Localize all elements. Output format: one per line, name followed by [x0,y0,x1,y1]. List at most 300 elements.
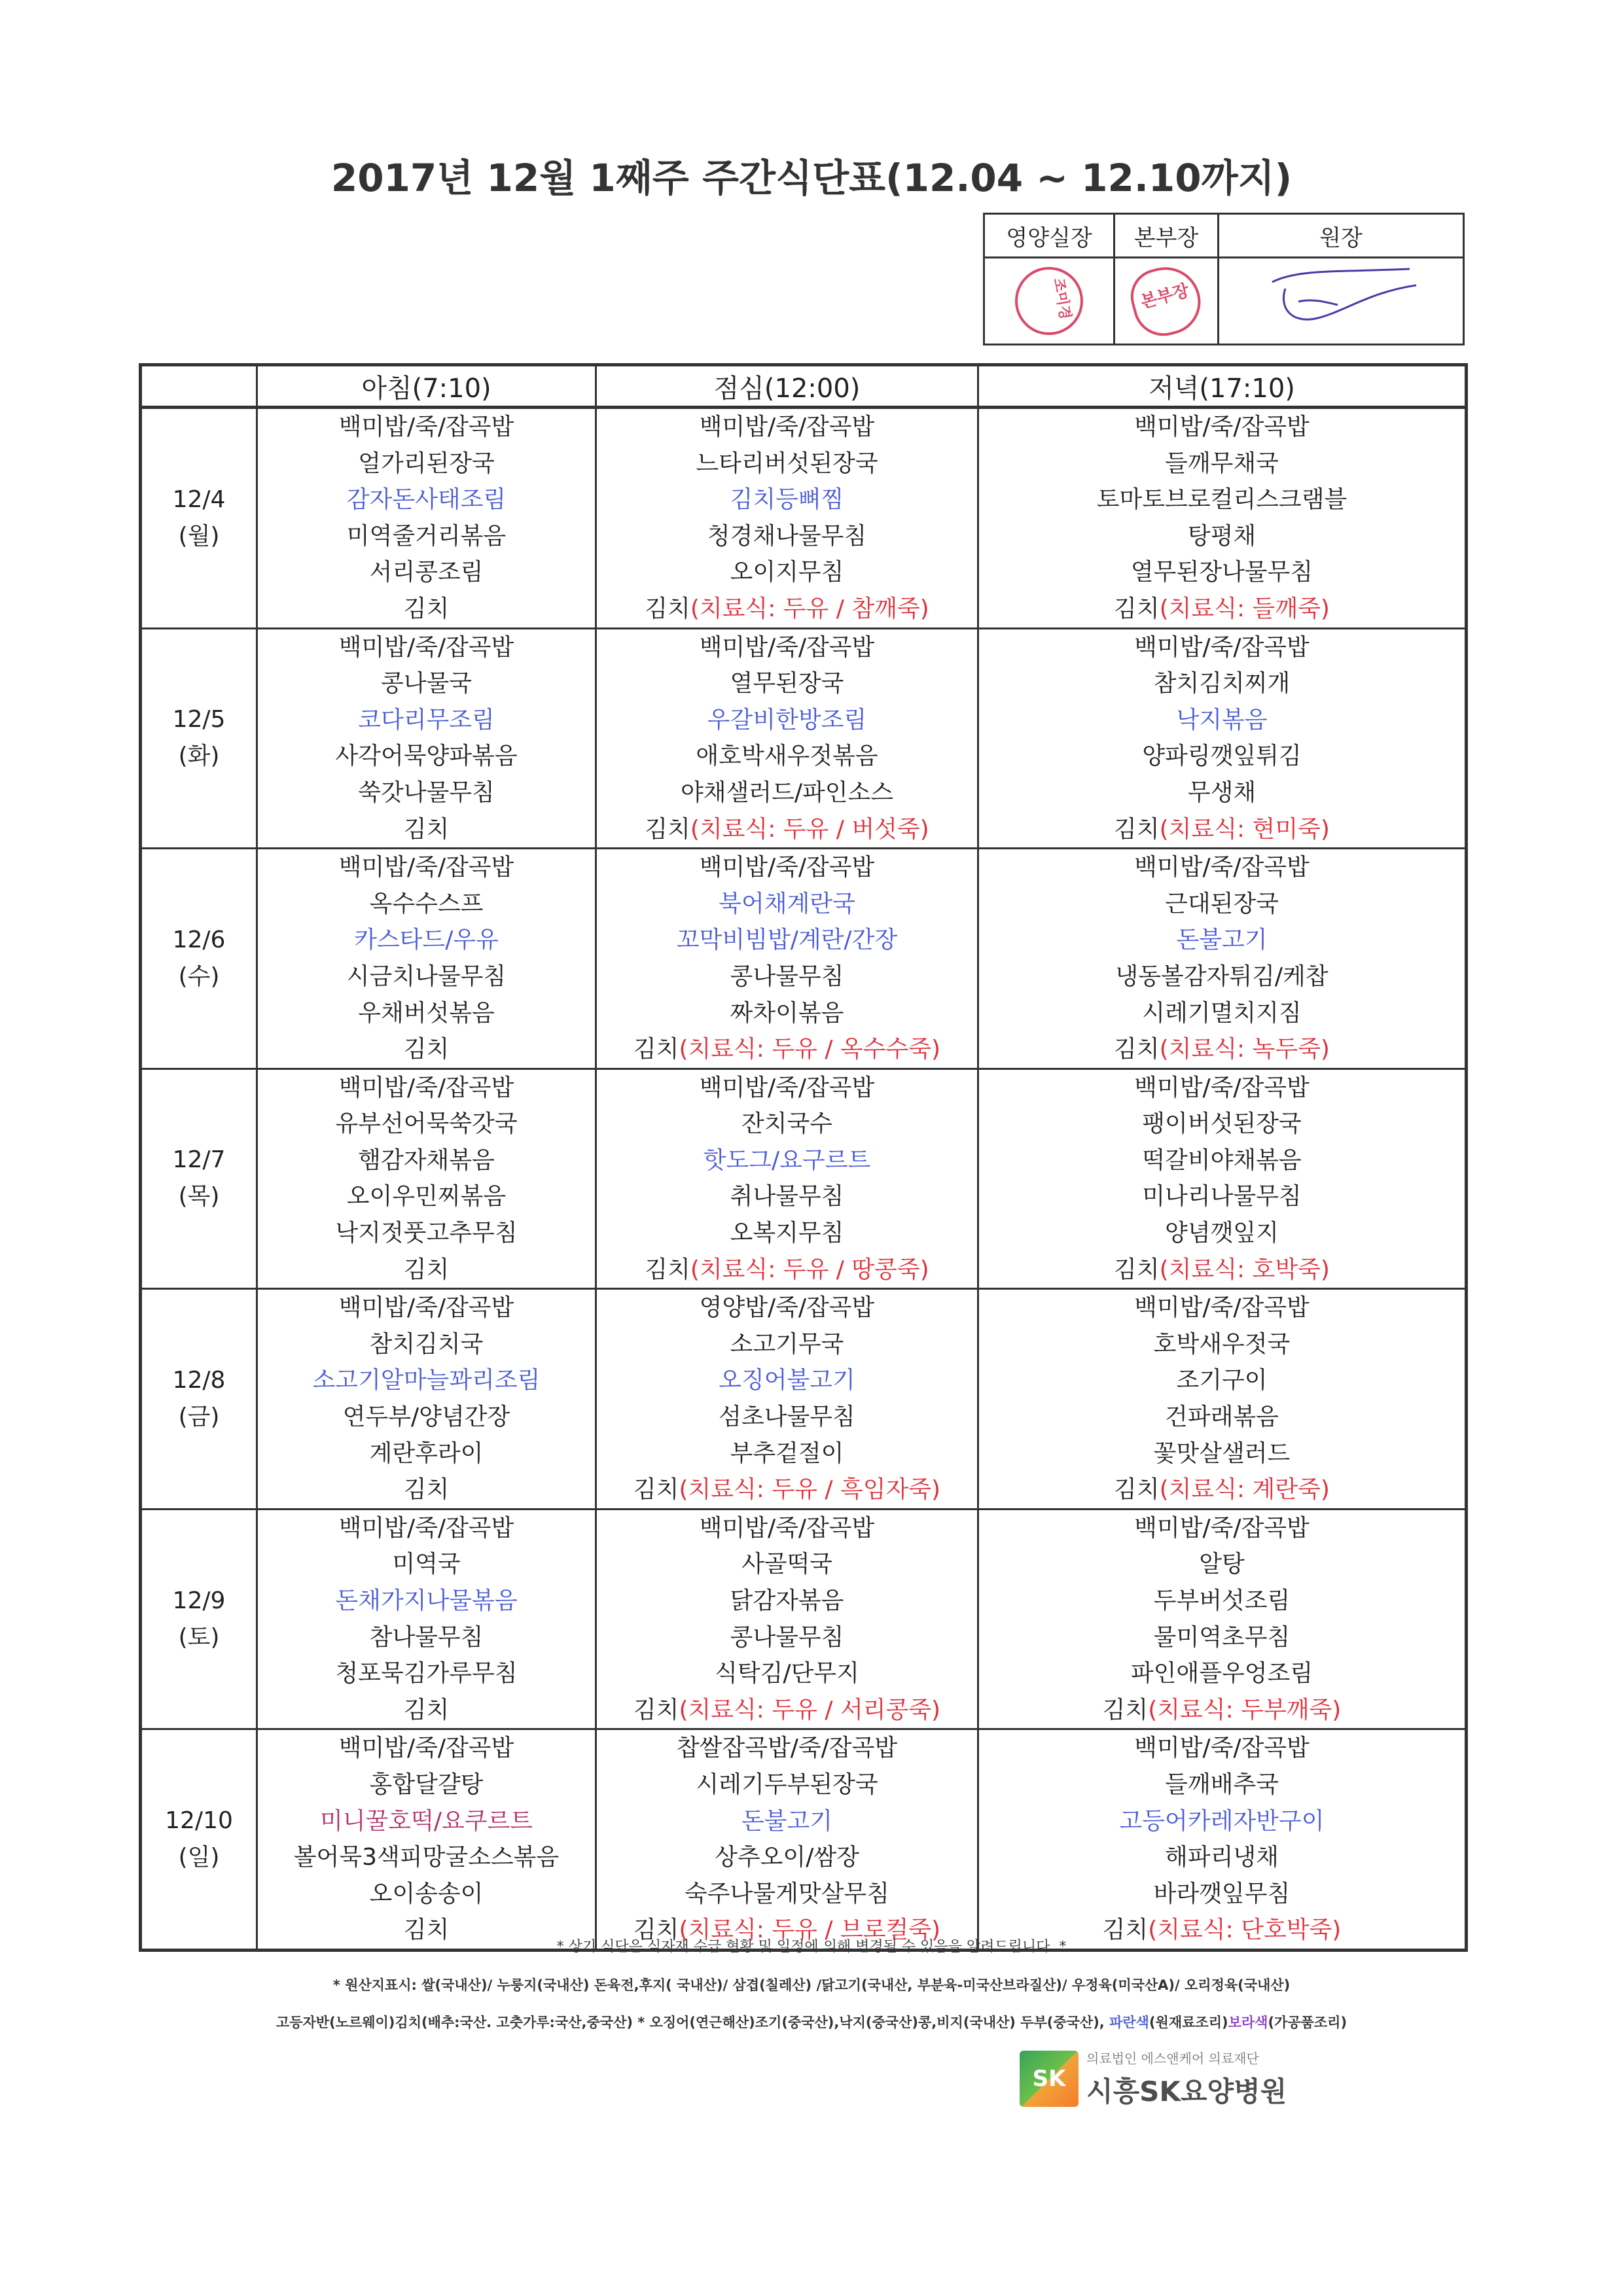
menu-item-text: 계란후라이 [369,1439,484,1467]
approval-cell-nutrition [984,258,1115,345]
seal-stamp-director: 본부장 [1124,259,1207,342]
menu-item-text: 청포묵김가루무침 [335,1660,518,1687]
day-date: 12/4 [172,486,226,513]
menu-item [597,1436,977,1472]
menu-item [597,886,977,923]
menu-item [979,629,1465,666]
menu-item [597,1178,977,1215]
menu-item [597,1031,977,1068]
menu-item [979,1472,1465,1508]
menu-item-text: 고등어카레자반구이 [1119,1807,1325,1835]
menu-item-text: 두부버섯조림 [1153,1587,1291,1614]
menu-item-text: 백미밥/죽/잡곡밥 [1134,633,1310,661]
menu-item [979,409,1465,446]
breakfast-cell [257,1509,596,1729]
menu-item-text: 소고기무국 [730,1330,844,1358]
menu-item-text: 알탕 [1199,1551,1245,1578]
menu-item-text: 낙지젓풋고추무침 [335,1220,518,1247]
menu-item-text: 서리콩조림 [369,559,484,586]
lunch-cell [596,628,978,849]
menu-item-text: 백미밥/죽/잡곡밥 [1134,1735,1310,1762]
menu-item [597,1876,977,1913]
lunch-cell [596,1289,978,1510]
menu-item-text: 돈채가지나물볶음 [335,1587,518,1614]
menu-item [979,1106,1465,1142]
menu-item-text: 코다리무조림 [358,706,495,733]
menu-item-text: 핫도그/요구르트 [703,1146,871,1174]
menu-item [597,1692,977,1729]
menu-item-text: 김치 [633,1916,679,1944]
day-weekday: (화) [178,743,220,770]
menu-item [258,1215,595,1252]
menu-item [979,665,1465,702]
menu-item [979,811,1465,848]
menu-item-text: 오이지무침 [730,559,844,586]
menu-item-text: 백미밥/죽/잡곡밥 [699,633,875,661]
menu-item-text: 미나리나물무침 [1142,1183,1302,1210]
day-weekday: (월) [178,522,220,550]
therapeutic-diet-note: (치료식: 호박죽) [1159,1256,1330,1283]
menu-item [597,995,977,1032]
menu-item-text: 햄감자채볶음 [358,1146,495,1174]
therapeutic-diet-note: (치료식: 단호박죽) [1148,1916,1342,1944]
menu-item-text: 야채샐러드/파인소스 [680,779,894,806]
day-cell [141,1509,257,1729]
notice-text: * 상기 식단은 식자재 수급 현황 및 일정에 의해 변경될 수 있음을 알려드립니다. * [556,1939,1067,1955]
menu-item-text: 들깨배추국 [1165,1771,1279,1798]
day-cell [141,628,257,849]
origin-legend-purple-desc: (가공품조리) [1268,2015,1347,2030]
menu-item [258,886,595,923]
lunch-cell [596,1509,978,1729]
menu-item [597,738,977,775]
menu-item [979,446,1465,482]
menu-item-text: 떡갈비야채볶음 [1142,1146,1302,1174]
menu-item [597,518,977,555]
menu-item-text: 콩나물국 [380,670,473,698]
menu-item-text: 부추겉절이 [730,1439,844,1467]
day-date: 12/8 [172,1367,226,1394]
menu-item [979,1692,1465,1729]
day-cell [141,1729,257,1951]
menu-item [597,1730,977,1767]
menu-item-text: 김치 [1102,1696,1149,1723]
header-date [141,365,257,408]
menu-item-text: 물미역초무침 [1153,1623,1291,1651]
seal-stamp-nutrition: 조미경 [1010,262,1088,340]
origin-legend-blue-desc: (원재료조리) [1149,2015,1228,2030]
menu-item [979,959,1465,995]
menu-item-text: 김치 [1114,1256,1160,1283]
dinner-cell [978,1289,1467,1510]
origin-line-1: * 원산지표시: 쌀(국내산)/ 누룽지(국내산) 돈육전,후지( 국내산)/ 삼겹(칠레산) /닭고기(국내산, 부분육-미국산브라질산)/ 우정육(미국산A)/ 오리정육(국내산) [332,1977,1291,1993]
therapeutic-diet-note: (치료식: 두유 / 버섯죽) [690,815,929,843]
header-lunch: 점심(12:00) [596,365,978,408]
menu-item-text: 냉동볼감자튀김/케찹 [1115,963,1329,990]
therapeutic-diet-note: (치료식: 두부깨죽) [1148,1696,1342,1723]
menu-item [979,1178,1465,1215]
menu-item-text: 백미밥/죽/잡곡밥 [699,1514,875,1542]
menu-item-text: 숙주나물게맛살무침 [685,1880,889,1907]
menu-item [979,849,1465,886]
menu-item-text: 백미밥/죽/잡곡밥 [338,1074,514,1101]
day-date: 12/10 [165,1807,233,1835]
menu-item-text: 홍합달걀탕 [369,1771,484,1798]
menu-item-text: 양파링깻잎튀김 [1142,743,1302,770]
therapeutic-diet-note: (치료식: 두유 / 서리콩죽) [679,1696,941,1723]
approval-cell-director [1115,258,1219,345]
menu-item [258,446,595,482]
menu-item [979,702,1465,739]
menu-item [597,1362,977,1399]
menu-item [258,1730,595,1767]
approval-header-chief: 원장 [1218,214,1463,258]
menu-item [597,702,977,739]
menu-item-text: 우갈비한방조림 [707,706,867,733]
menu-item [258,482,595,518]
menu-item [258,1839,595,1876]
menu-item [258,1070,595,1106]
menu-item-text: 우채버섯볶음 [358,999,495,1027]
menu-item-text: 볼어묵3색피망굴소스볶음 [293,1844,560,1871]
menu-item [258,1692,595,1729]
menu-item [597,1142,977,1179]
menu-item-text: 김치 [403,1036,450,1063]
menu-item [979,1730,1465,1767]
dinner-cell [978,408,1467,629]
menu-item-text: 느타리버섯된장국 [696,450,878,477]
menu-item-text: 북어채계란국 [719,890,855,917]
breakfast-cell [257,408,596,629]
table-row [141,408,1467,629]
menu-item-text: 취나물무침 [730,1183,844,1210]
menu-item-text: 김치 [633,1476,679,1504]
menu-item [258,775,595,811]
menu-item [979,738,1465,775]
menu-item [597,1803,977,1840]
menu-item-text: 시레기두부된장국 [696,1771,878,1798]
menu-item [979,1583,1465,1619]
approval-header-nutrition: 영양실장 [984,214,1115,258]
day-cell [141,408,257,629]
menu-item-text: 미니꿀호떡/요쿠르트 [319,1807,533,1835]
origin-legend-blue: 파란색 [1109,2015,1149,2030]
menu-item-text: 백미밥/죽/잡곡밥 [338,414,514,440]
table-row [141,1509,1467,1729]
menu-item [597,1252,977,1288]
menu-item-text: 소고기알마늘꽈리조림 [312,1367,541,1394]
menu-item-text: 감자돈사태조림 [346,486,507,514]
menu-item-text: 꼬막비빔밥/계란/간장 [676,927,898,954]
menu-item-text: 김치 [1114,815,1160,843]
menu-item [258,1767,595,1803]
menu-item-text: 백미밥/죽/잡곡밥 [699,854,875,881]
menu-item [979,1252,1465,1288]
menu-item [258,1399,595,1436]
day-cell [141,1069,257,1289]
menu-item-text: 오복지무침 [730,1220,844,1247]
lunch-cell [596,1729,978,1951]
menu-item-text: 식탁김/단무지 [715,1660,859,1687]
menu-item-text: 김치등뼈찜 [730,486,844,514]
menu-item [979,1767,1465,1803]
day-cell [141,849,257,1069]
menu-item [979,1362,1465,1399]
menu-item-text: 백미밥/죽/잡곡밥 [338,633,514,661]
approval-box [983,213,1465,345]
menu-item [979,922,1465,959]
menu-item-text: 건파래볶음 [1165,1404,1279,1431]
menu-item-text: 애호박새우젓볶음 [696,743,878,770]
menu-item-text: 팽이버섯된장국 [1142,1110,1302,1138]
menu-item-text: 김치 [645,595,690,622]
menu-item-text: 김치 [633,1036,679,1063]
dinner-cell [978,849,1467,1069]
menu-item [597,1290,977,1326]
menu-item [979,1142,1465,1179]
menu-item-text: 해파리냉채 [1165,1844,1279,1871]
menu-item [597,922,977,959]
menu-item [597,1326,977,1363]
dinner-cell [978,1069,1467,1289]
menu-item [979,1876,1465,1913]
breakfast-cell [257,849,596,1069]
origin-line-2-main: 고등자반(노르웨이)김치(배추:국산. 고춧가루:국산,중국산) * 오징어(연근해산)조기(중국산),낙지(중국산)콩,비지(국내산) 두부(중국산), [276,2015,1105,2030]
menu-item-text: 오이우민찌볶음 [346,1183,507,1210]
menu-item [258,1472,595,1508]
menu-item-text: 오이송송이 [369,1880,484,1907]
menu-item [979,1655,1465,1692]
menu-item [597,959,977,995]
menu-item-text: 청경채나물무침 [707,522,867,550]
menu-item [597,446,977,482]
table-row [141,1289,1467,1510]
menu-item-text: 김치 [1114,595,1160,622]
menu-item [597,1070,977,1106]
menu-item-text: 김치 [1102,1916,1149,1944]
menu-item [597,1399,977,1436]
menu-item [258,738,595,775]
lunch-cell [596,408,978,629]
menu-item-text: 열무된장나물무침 [1130,559,1313,586]
menu-item [597,1546,977,1583]
menu-item [597,554,977,591]
day-weekday: (일) [178,1844,220,1871]
menu-item-text: 백미밥/죽/잡곡밥 [338,854,514,881]
therapeutic-diet-note: (치료식: 두유 / 참깨죽) [690,595,929,622]
menu-item [258,1619,595,1656]
menu-item [979,1031,1465,1068]
menu-item-text: 토마토브로컬리스크램블 [1096,486,1347,514]
menu-item-text: 유부선어묵쑥갓국 [335,1110,518,1138]
menu-item [258,629,595,666]
menu-item-text: 백미밥/죽/잡곡밥 [1134,414,1310,440]
page-title: 2017년 12월 1째주 주간식단표(12.04 ~ 12.10까지) [330,156,1293,200]
logo-subtitle: 의료법인 에스앤케어 의료재단 [1086,2051,1259,2066]
breakfast-cell [257,1069,596,1289]
day-cell [141,1289,257,1510]
menu-item-text: 근대된장국 [1165,890,1279,917]
menu-item-text: 사골떡국 [741,1551,833,1578]
menu-item [979,1070,1465,1106]
menu-item [597,775,977,811]
day-date: 12/9 [172,1587,226,1614]
menu-item-text: 상추오이/쌈장 [715,1844,859,1871]
menu-item-text: 사각어묵양파볶음 [335,743,518,770]
breakfast-cell [257,1289,596,1510]
menu-item-text: 시금치나물무침 [346,963,507,990]
menu-item [597,665,977,702]
menu-item-text: 백미밥/죽/잡곡밥 [1134,854,1310,881]
menu-item [597,482,977,518]
menu-item [258,1546,595,1583]
menu-item-text: 백미밥/죽/잡곡밥 [1134,1074,1310,1101]
menu-item [258,1290,595,1326]
menu-item-text: 들깨무채국 [1165,450,1279,477]
menu-item [979,554,1465,591]
menu-item [979,1510,1465,1547]
menu-item [258,591,595,627]
menu-item [258,1362,595,1399]
menu-item-text: 참치김치찌개 [1153,670,1291,698]
menu-item-text: 김치 [645,815,690,843]
origin-line-2 [0,2012,1623,2032]
menu-item [258,849,595,886]
therapeutic-diet-note: (치료식: 들깨죽) [1159,595,1330,622]
menu-item [258,1031,595,1068]
menu-item [979,1436,1465,1472]
menu-item-text: 백미밥/죽/잡곡밥 [1134,1514,1310,1542]
breakfast-cell [257,1729,596,1951]
menu-item-text: 탕평채 [1187,522,1257,550]
day-date: 12/7 [172,1146,226,1174]
menu-item [979,1290,1465,1326]
menu-item [979,886,1465,923]
breakfast-cell [257,628,596,849]
menu-item [597,629,977,666]
menu-item-text: 김치 [403,1696,450,1723]
menu-item [258,1655,595,1692]
lunch-cell [596,1069,978,1289]
dinner-cell [978,1509,1467,1729]
menu-item-text: 찹쌀잡곡밥/죽/잡곡밥 [676,1735,898,1762]
menu-item-text: 낙지볶음 [1176,706,1268,733]
menu-item [258,995,595,1032]
menu-item-text: 백미밥/죽/잡곡밥 [699,414,875,440]
menu-item [979,482,1465,518]
menu-table [139,363,1468,1952]
menu-item [258,518,595,555]
day-weekday: (목) [178,1183,220,1210]
menu-item-text: 백미밥/죽/잡곡밥 [1134,1294,1310,1322]
origin-legend-purple: 보라색 [1228,2015,1268,2030]
hospital-logo [1020,2048,1360,2113]
dinner-cell [978,628,1467,849]
menu-item [597,591,977,627]
menu-item-text: 콩나물무침 [730,1623,844,1651]
menu-item-text: 돈불고기 [1176,927,1268,954]
menu-item [258,1178,595,1215]
menu-item-text: 꽃맛살샐러드 [1153,1439,1291,1467]
menu-item [979,1399,1465,1436]
menu-item [258,1583,595,1619]
logo-mark-icon: SK [1020,2051,1079,2107]
menu-item [258,1510,595,1547]
menu-item-text: 미역국 [392,1551,461,1578]
dinner-cell [978,1729,1467,1951]
menu-item [258,1106,595,1142]
header-breakfast: 아침(7:10) [257,365,596,408]
day-weekday: (금) [178,1404,220,1431]
menu-item-text: 콩나물무침 [730,963,844,990]
menu-item [597,1583,977,1619]
menu-item [258,922,595,959]
menu-item [597,1619,977,1656]
menu-item-text: 미역줄거리볶음 [346,522,507,550]
menu-item-text: 섬초나물무침 [719,1404,855,1431]
menu-item-text: 김치 [633,1696,679,1723]
menu-item [258,1142,595,1179]
menu-item-text: 시레기멸치지짐 [1142,999,1302,1027]
menu-item-text: 조기구이 [1176,1367,1268,1394]
menu-item-text: 김치 [403,815,450,843]
menu-item-text: 김치 [403,1476,450,1504]
menu-item [979,1803,1465,1840]
day-date: 12/5 [172,706,226,733]
menu-item [597,1767,977,1803]
menu-item-text: 김치 [403,595,450,622]
menu-item [597,1106,977,1142]
menu-item [597,811,977,848]
menu-item-text: 닭감자볶음 [730,1587,844,1614]
menu-item-text: 짜차이볶음 [730,999,844,1027]
lunch-cell [596,849,978,1069]
therapeutic-diet-note: (치료식: 현미죽) [1159,815,1330,843]
table-row [141,849,1467,1069]
table-row [141,1729,1467,1951]
menu-item [597,1655,977,1692]
menu-item [258,1252,595,1288]
menu-item-text: 영양밥/죽/잡곡밥 [699,1294,875,1322]
menu-item-text: 김치 [1114,1476,1160,1504]
menu-item-text: 오징어불고기 [719,1367,855,1394]
menu-item [597,409,977,446]
menu-item-text: 김치 [645,1256,690,1283]
menu-item-text: 열무된장국 [730,670,844,698]
menu-item-text: 참나물무침 [369,1623,484,1651]
menu-item-text: 백미밥/죽/잡곡밥 [338,1294,514,1322]
menu-item-text: 호박새우젓국 [1153,1330,1291,1358]
day-weekday: (토) [178,1623,220,1651]
day-weekday: (수) [178,963,220,990]
menu-item-text: 얼가리된장국 [358,450,495,477]
therapeutic-diet-note: (치료식: 두유 / 브로컬죽) [679,1916,941,1944]
menu-item [979,591,1465,627]
header-dinner: 저녁(17:10) [978,365,1467,408]
menu-item-text: 백미밥/죽/잡곡밥 [338,1735,514,1762]
menu-item-text: 파인애플우엉조림 [1130,1660,1313,1687]
menu-item-text: 무생채 [1187,779,1257,806]
table-row [141,628,1467,849]
menu-item [979,1619,1465,1656]
therapeutic-diet-note: (치료식: 녹두죽) [1159,1036,1330,1063]
menu-item [258,1803,595,1840]
menu-item-text: 쑥갓나물무침 [358,779,495,806]
menu-item-text: 양념깻잎지 [1165,1220,1279,1247]
menu-item-text: 잔치국수 [741,1110,833,1138]
menu-item [258,1876,595,1913]
menu-item [979,518,1465,555]
